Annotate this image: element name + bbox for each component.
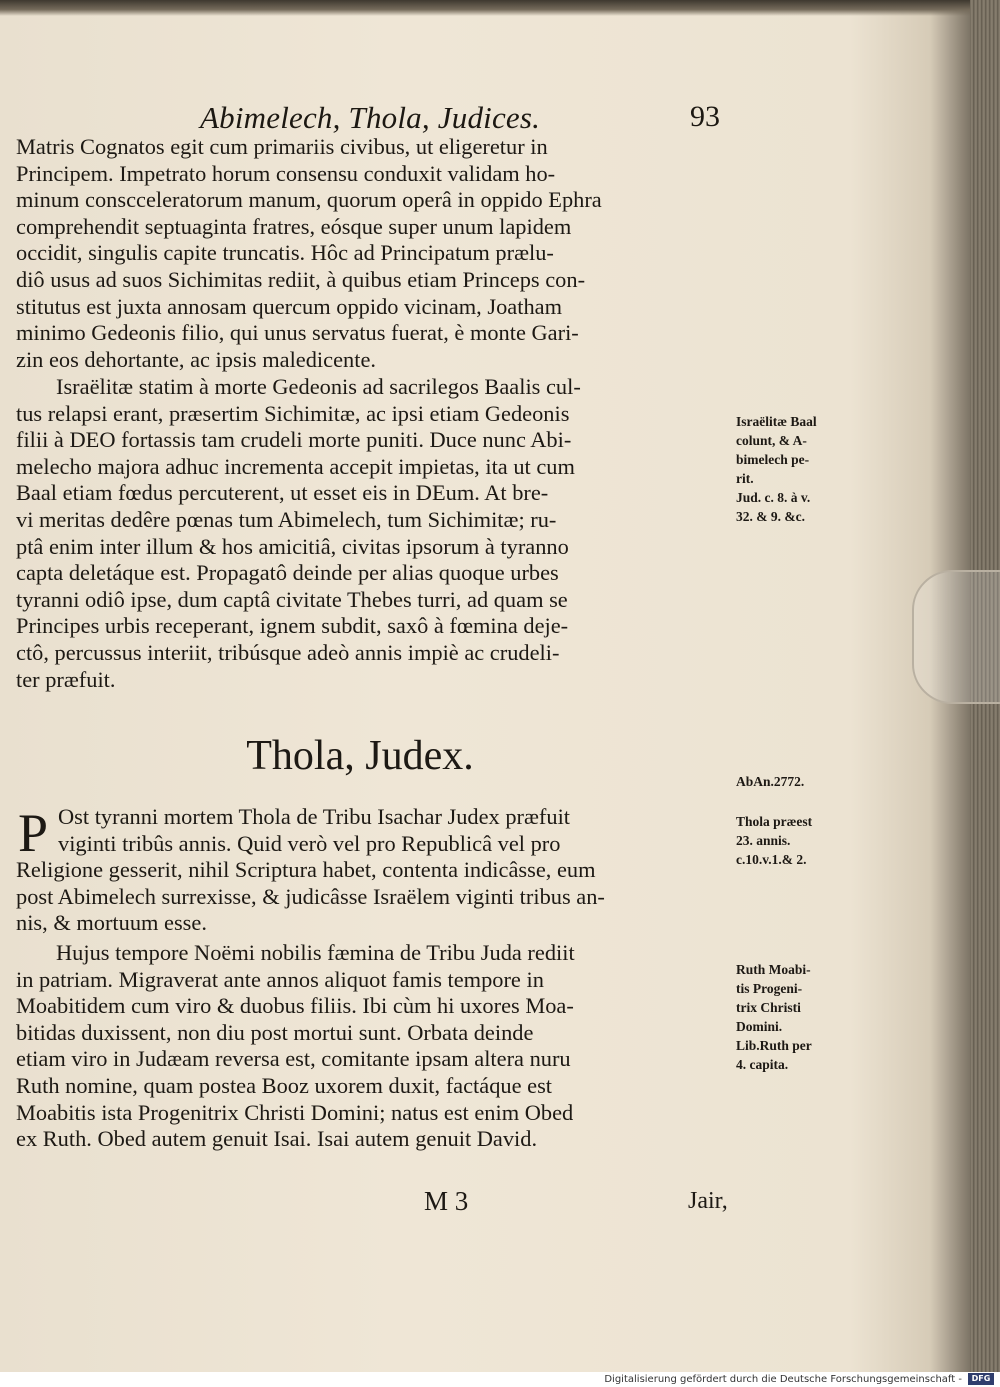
text-line: minum conscceleratorum manum, quorum operâ in oppido Ephra — [16, 187, 602, 213]
text-line: Ruth nomine, quam postea Booz uxorem duxit, factáque est — [16, 1072, 553, 1098]
margin-line: Lib.Ruth per — [736, 1038, 812, 1053]
text-line: zin eos dehortante, ac ipsis maledicente. — [16, 346, 376, 372]
text-line: etiam viro in Judæam reversa est, comitante ipsam altera nuru — [16, 1046, 571, 1072]
text-line: in patriam. Migraverat ante annos aliquot famis tempore in — [16, 966, 544, 992]
paragraph-abimelech-2 — [16, 374, 736, 693]
text-line: nis, & mortuum esse. — [16, 910, 207, 936]
margin-line: trix Christi — [736, 1000, 801, 1015]
digitization-credit-bar — [0, 1372, 1000, 1387]
margin-line: 4. capita. — [736, 1057, 789, 1072]
margin-line: colunt, & A- — [736, 433, 807, 448]
text-line: Principes urbis receperant, ignem subdit, saxô à fœmina deje- — [16, 613, 569, 639]
margin-line: Domini. — [736, 1019, 783, 1034]
text-line: capta deletáque est. Propagatô deinde per alias quoque urbes — [16, 560, 559, 586]
text-line: tyranni odiô ipse, dum captâ civitate Thebes turri, ad quam se — [16, 586, 568, 612]
text-line: Ost tyranni mortem Thola de Tribu Isachar Judex præfuit — [58, 804, 571, 829]
paragraph-thola-1 — [58, 804, 738, 857]
margin-line: AbAn.2772. — [736, 774, 805, 789]
margin-line: Jud. c. 8. à v. — [736, 490, 811, 505]
paragraph-thola-1-cont — [16, 857, 736, 937]
paragraph-abimelech-1 — [16, 134, 736, 373]
margin-note-israelites — [736, 412, 856, 526]
text-line: Israëlitæ statim à morte Gedeonis ad sacrilegos Baalis cul- — [56, 374, 581, 399]
margin-line: rit. — [736, 471, 754, 486]
section-title: Thola, Judex. — [246, 733, 474, 779]
margin-line: Ruth Moabi- — [736, 962, 811, 977]
text-line: vi meritas dedêre pœnas tum Abimelech, tum Sichimitæ; ru- — [16, 506, 557, 532]
text-line: bitidas duxissent, non diu post mortui sunt. Orbata deinde — [16, 1019, 534, 1045]
margin-line: c.10.v.1.& 2. — [736, 852, 807, 867]
page-top-edge — [0, 0, 1000, 16]
margin-line: 32. & 9. &c. — [736, 509, 805, 524]
margin-note-ruth — [736, 960, 856, 1074]
text-line: Moabitis ista Progenitrix Christi Domini; natus est enim Obed — [16, 1099, 574, 1125]
text-line: diô usus ad suos Sichimitas rediit, à quibus etiam Princeps con- — [16, 266, 586, 292]
text-line: Moabitidem cum viro & duobus filiis. Ibi cùm hi uxores Moa- — [16, 993, 574, 1019]
catchword: Jair, — [688, 1188, 728, 1214]
text-line: Matris Cognatos egit cum primariis civibus, ut eligeretur in — [16, 134, 548, 159]
margin-note-year — [736, 772, 856, 791]
signature-mark: M 3 — [424, 1186, 469, 1216]
margin-line: tis Progeni- — [736, 981, 803, 996]
text-line: Hujus tempore Noëmi nobilis fæmina de Tribu Juda rediit — [56, 940, 575, 965]
drop-capital: P — [18, 803, 49, 863]
margin-line: 23. annis. — [736, 833, 791, 848]
text-line: Principem. Impetrato horum consensu conduxit validam ho- — [16, 160, 556, 186]
text-line: ptâ enim inter illum & hos amicitiâ, civitas ipsorum à tyranno — [16, 533, 569, 559]
text-line: melecho majora adhuc incrementa accepit impietas, ita ut cum — [16, 453, 575, 479]
page-number: 93 — [690, 100, 720, 133]
paragraph-ruth — [16, 940, 736, 1153]
digitization-credit-text: Digitalisierung gefördert durch die Deutsche Forschungsgemeinschaft - — [604, 1374, 962, 1385]
margin-line: Thola præest — [736, 814, 813, 829]
text-line: occidit, singulis capite truncatis. Hôc ad Principatum prælu- — [16, 240, 554, 266]
margin-line: Israëlitæ Baal — [736, 414, 817, 429]
text-line: tus relapsi erant, præsertim Sichimitæ, ac ipsi etiam Gedeonis — [16, 400, 570, 426]
running-title: Abimelech, Thola, Judices. — [200, 100, 541, 135]
text-line: ex Ruth. Obed autem genuit Isai. Isai autem genuit David. — [16, 1126, 538, 1152]
text-line: Baal etiam fœdus percuterent, ut esset eis in DEum. At bre- — [16, 480, 549, 506]
text-line: post Abimelech surrexisse, & judicâsse Israëlem viginti tribus an- — [16, 883, 605, 909]
text-line: filii à DEO fortassis tam crudeli morte puniti. Duce nunc Abi- — [16, 427, 572, 453]
text-line: Religione gesserit, nihil Scriptura habet, contenta indicâsse, eum — [16, 857, 596, 882]
text-line: comprehendit septuaginta fratres, eósque super unum lapidem — [16, 213, 572, 239]
text-line: minimo Gedeonis filio, qui unus servatus fuerat, è monte Gari- — [16, 320, 579, 346]
text-line: ctô, percussus interiit, tribúsque adeò annis impiè ac crudeli- — [16, 639, 560, 665]
margin-line: bimelech pe- — [736, 452, 810, 467]
text-line: stitutus est juxta annosam quercum oppido vicinam, Joatham — [16, 293, 562, 319]
page-clip-marker — [912, 570, 1000, 704]
margin-note-thola — [736, 812, 856, 869]
text-line: ter præfuit. — [16, 666, 116, 692]
dfg-logo-icon: DFG — [968, 1373, 994, 1385]
text-line: viginti tribûs annis. Quid verò vel pro Republicâ vel pro — [58, 830, 561, 856]
